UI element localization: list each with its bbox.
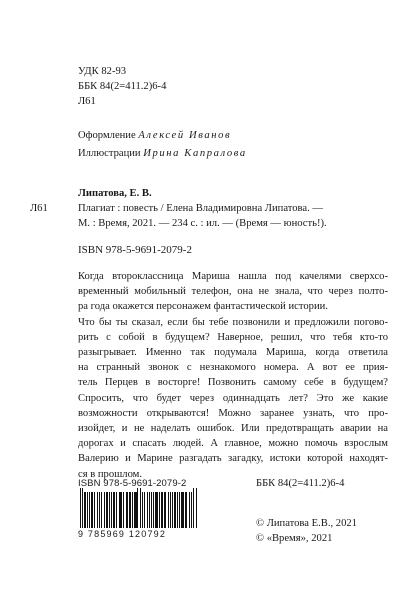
barcode-bar xyxy=(113,492,116,528)
record-mark: Л61 xyxy=(30,203,48,214)
barcode-bar xyxy=(147,492,149,528)
copyright-publisher: © «Время», 2021 xyxy=(256,533,333,544)
annotation-line: рить с собой в будущем? Наверное, решил, что тебя кто-то xyxy=(78,331,388,343)
barcode-bar xyxy=(168,492,170,528)
barcode-bar xyxy=(174,492,176,528)
barcode-bar xyxy=(164,492,165,528)
barcode-bar xyxy=(179,492,180,528)
annotation-line: Спросить, что будет через одиннадцать лет? Это же какие xyxy=(78,392,388,404)
barcode-bar xyxy=(132,492,133,528)
barcode-bar xyxy=(193,488,194,528)
barcode-bar xyxy=(99,492,100,528)
barcode-bar xyxy=(191,492,193,528)
barcode-bar xyxy=(186,492,187,528)
barcode-bar xyxy=(127,492,128,528)
design-label: Оформление xyxy=(78,130,136,141)
barcode-digits: 9 785969 120792 xyxy=(78,529,167,539)
author-mark: Л61 xyxy=(78,96,96,107)
barcode-bar xyxy=(151,492,152,528)
barcode-bar xyxy=(134,492,137,528)
barcode-bar xyxy=(123,492,124,528)
annotation-line: возможности открываются! Можно заранее узнать, что про- xyxy=(78,407,388,419)
barcode-bar xyxy=(94,492,95,528)
annotation-line: Валерию и Марине разгадать загадку, истоки которой находят- xyxy=(78,453,388,465)
record-author: Липатова, Е. В. xyxy=(78,188,152,199)
annotation-line: временный мобильный телефон, она не знала, что через полто- xyxy=(78,286,388,298)
barcode-bar xyxy=(196,488,197,528)
annotation-line: на странный звонок с незнакомого номера. А вот ее прия- xyxy=(78,362,388,374)
barcode-bar xyxy=(126,492,127,528)
barcode-bar xyxy=(97,492,99,528)
barcode-bar xyxy=(153,492,154,528)
barcode-bar xyxy=(104,492,106,528)
barcode-bar xyxy=(181,492,184,528)
barcode-bar xyxy=(82,488,83,528)
barcode-block xyxy=(78,478,187,564)
barcode-bar xyxy=(111,492,112,528)
barcode-bar xyxy=(106,492,108,528)
barcode-bar xyxy=(101,492,102,528)
barcode-bar xyxy=(119,492,120,528)
barcode-bar xyxy=(129,492,131,528)
barcode-bar xyxy=(87,492,88,528)
barcode-bar xyxy=(120,492,122,528)
annotation-line: Что бы ты сказал, если бы тебе позвонили и предложили погово- xyxy=(78,316,388,328)
barcode-bar xyxy=(80,488,81,528)
bbk-code: ББК 84(2=411.2)6-4 xyxy=(78,81,167,92)
annotation-line: тель Перцев в восторге! Позвонить самому себе в будущем? xyxy=(78,377,388,389)
annotation-line: Когда второклассница Мариша нашла под качелями сверхсо- xyxy=(78,271,388,282)
illustration-credit xyxy=(78,146,247,161)
barcode-bar xyxy=(142,492,144,528)
barcode-bar xyxy=(140,488,141,528)
record-line-1: Плагиат : повесть / Елена Владимировна Липатова. — xyxy=(78,203,324,214)
copyright-author: © Липатова Е.В., 2021 xyxy=(256,518,357,529)
annotation-line: разыгрывает. Именно так подумала Мариша, когда ответила xyxy=(78,347,388,359)
isbn: ISBN 978-5-9691-2079-2 xyxy=(78,244,192,256)
barcode-bar xyxy=(165,492,166,528)
barcode-bar xyxy=(177,492,178,528)
barcode-isbn: ISBN 978-5-9691-2079-2 xyxy=(78,478,187,489)
barcode-bar xyxy=(170,492,171,528)
barcode-bar xyxy=(161,492,163,528)
annotation-line: ся в прошлом. xyxy=(78,468,143,480)
barcode-bar xyxy=(116,492,117,528)
barcode-bar xyxy=(91,492,94,528)
barcode-bar xyxy=(155,492,158,528)
barcode-bar xyxy=(159,492,160,528)
footer-bbk: ББК 84(2=411.2)6-4 xyxy=(256,478,345,489)
annotation-line: изойдет, и не наделать ошибок. Или предотвращать аварии на xyxy=(78,423,388,435)
barcode-bar xyxy=(185,492,186,528)
annotation-line: дорогах и спасать людей. А главное, можно помочь взрослым xyxy=(78,438,388,450)
barcode-bar xyxy=(89,492,90,528)
udk-code: УДК 82-93 xyxy=(78,66,127,77)
design-name: Алексей Иванов xyxy=(138,130,232,141)
barcode-bar xyxy=(84,492,86,528)
design-credit xyxy=(78,128,231,143)
record-line-2: М. : Время, 2021. — 234 с. : ил. — (Время — юность!). xyxy=(78,218,327,229)
illus-name: Ирина Капралова xyxy=(143,148,247,159)
barcode xyxy=(80,492,197,528)
barcode-bar xyxy=(172,492,173,528)
annotation xyxy=(78,269,388,482)
illus-label: Иллюстрации xyxy=(78,148,141,159)
barcode-bar xyxy=(149,492,150,528)
barcode-bar xyxy=(144,492,145,528)
barcode-bar xyxy=(137,488,138,528)
barcode-bar xyxy=(189,492,190,528)
annotation-line: ра года окажется персонажем фантастической истории. xyxy=(78,301,328,313)
barcode-bar xyxy=(109,492,110,528)
